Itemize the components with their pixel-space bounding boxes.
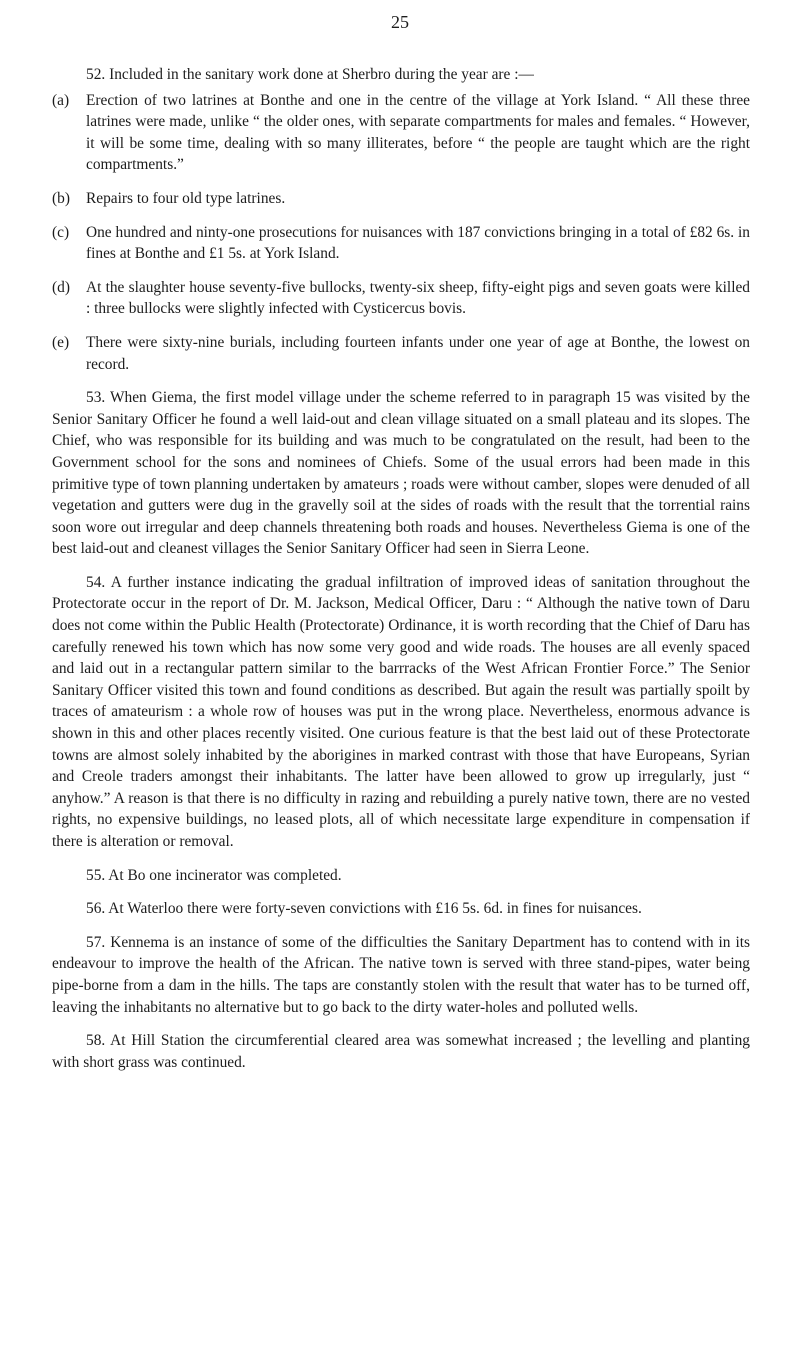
list-item-a xyxy=(52,90,750,176)
paragraph-58: 58. At Hill Station the circumferential cleared area was somewhat increased ; the levelling and planting with short grass was continued. xyxy=(52,1032,750,1071)
list-item-label: (b) xyxy=(52,189,70,207)
list-item-label: (a) xyxy=(52,91,70,109)
list-item-b xyxy=(52,188,750,210)
list-item-text: At the slaughter house seventy-five bullocks, twenty-six sheep, fifty-eight pigs and seven goats were killed : three bullocks were slightly infected with Cysticercus bovis. xyxy=(86,278,750,318)
list-item-d xyxy=(52,277,750,320)
list-item-label: (c) xyxy=(52,223,70,241)
list-item-e xyxy=(52,332,750,375)
list-item-label: (e) xyxy=(52,333,70,351)
paragraph-55: 55. At Bo one incinerator was completed. xyxy=(86,866,342,884)
document-body xyxy=(52,64,750,1085)
page-number: 25 xyxy=(391,12,409,32)
paragraph-56: 56. At Waterloo there were forty-seven convictions with £16 5s. 6d. in fines for nuisances. xyxy=(86,900,642,918)
list-item-text: Repairs to four old type latrines. xyxy=(86,189,286,207)
paragraph-57: 57. Kennema is an instance of some of the difficulties the Sanitary Department has to contend with in its endeavour to improve the health of the African. The native town is served with three stand-pipes, water being pipe-borne from a dam in the hills. The taps are constantly stolen with the result that water has to be turned off, leaving the inhabitants no alternative but to go back to the dirty water-holes and polluted wells. xyxy=(52,933,750,1016)
list-item-text: One hundred and ninty-one prosecutions for nuisances with 187 convictions bringing in a total of £82 6s. in fines at Bonthe and £1 5s. at York Island. xyxy=(86,223,750,263)
list-item-text: There were sixty-nine burials, including fourteen infants under one year of age at Bonthe, the lowest on record. xyxy=(86,333,750,373)
list-item-text: Erection of two latrines at Bonthe and one in the centre of the village at York Island. “ All these three latrines were made, unlike “ the older ones, with separate compartments for males and females. “ However, it will be some time, dealing with so many illiterates, before “ the people are taught which are the right compartments.” xyxy=(86,91,750,174)
list-item-label: (d) xyxy=(52,278,70,296)
paragraph-52: 52. Included in the sanitary work done at Sherbro during the year are :— xyxy=(86,66,534,83)
paragraph-53: 53. When Giema, the first model village under the scheme referred to in paragraph 15 was visited by the Senior Sanitary Officer he found a well laid-out and clean village situated on a small plateau and its slopes. The Chief, who was responsible for its building and was much to be congratulated on the result, had been to the Government school for the sons and nominees of Chiefs. Some of the usual errors had been made in this primitive type of town planning undertaken by amateurs ; roads were without camber, slopes were denuded of all vegetation and gutters were dug in the gravelly soil at the sides of roads with the result that the torrential rains soon wore out irregular and deep channels threatening both roads and houses. Nevertheless Giema is one of the best laid-out and cleanest villages the Senior Sanitary Officer had seen in Sierra Leone. xyxy=(52,389,750,558)
paragraph-54: 54. A further instance indicating the gradual infiltration of improved ideas of sanitation throughout the Protectorate occur in the report of Dr. M. Jackson, Medical Officer, Daru : “ Although the native town of Daru does not come within the Public Health (Protectorate) Ordinance, it is worth recording that the Chief of Daru has carefully renewed his town which has now some very good and wide roads. The houses are all evenly spaced and laid out in a rectangular pattern similar to the barrracks of the West African Frontier Force.” The Senior Sanitary Officer visited this town and found conditions as described. But again the result was partially spoilt by traces of amateurism : a whole row of houses was put in the wrong place. Nevertheless, enormous advance is shown in this and other places recently visited. One curious feature is that the best laid out of these Protectorate towns are almost solely inhabited by the aborigines in marked contrast with those that have Europeans, Syrian and Creole traders amongst their inhabitants. The latter have been allowed to grow up irregularly, just “ anyhow.” A reason is that there is no difficulty in razing and rebuilding a purely native town, there are no vested rights, no expensive buildings, no leased plots, all of which necessitate large expenditure in compensation if there is alteration or removal. xyxy=(52,573,750,850)
list-item-c xyxy=(52,222,750,265)
